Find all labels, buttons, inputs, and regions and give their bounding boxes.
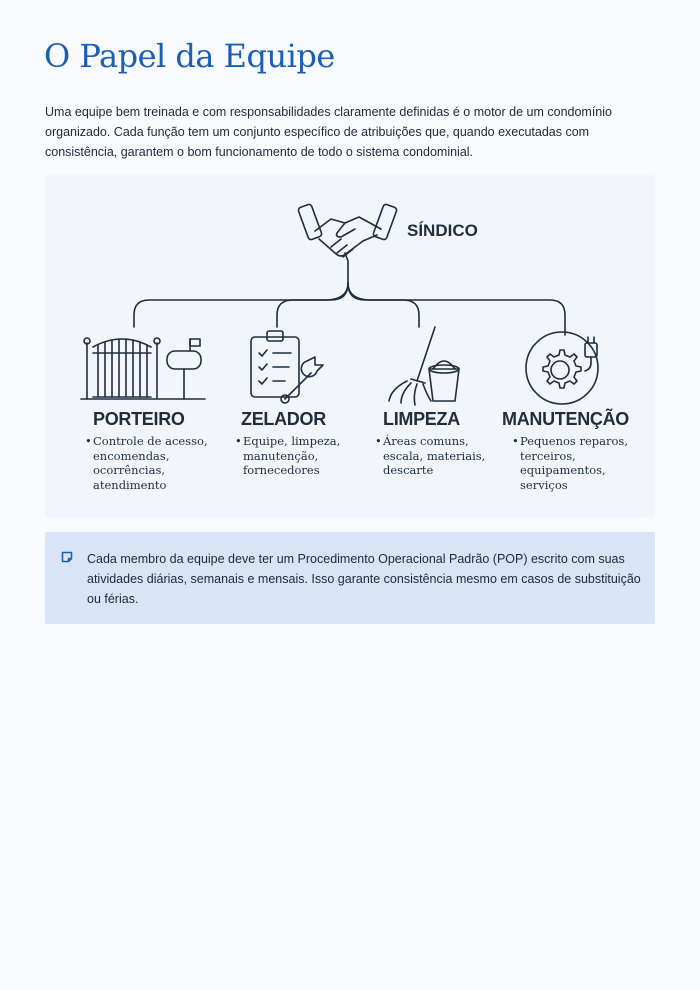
gate-mailbox-icon — [81, 338, 205, 399]
mop-bucket-icon — [389, 327, 459, 405]
team-diagram — [45, 175, 655, 517]
pop-note-callout — [45, 532, 655, 624]
handshake-icon — [298, 204, 398, 267]
role-title-limpeza: LIMPEZA — [383, 409, 460, 429]
note-text: Cada membro da equipe deve ter um Procedimento Operacional Padrão (POP) escrito com suas atividades diárias, semanais e mensais. Isso garante consistência mesmo em casos de substituição ou férias. — [87, 552, 641, 606]
org-connector-lines — [134, 267, 565, 335]
role-desc-limpeza: •Áreas comuns, escala, materiais, descarte — [375, 434, 486, 477]
role-desc-zelador: •Equipe, limpeza, manutenção, fornecedores — [235, 434, 341, 477]
intro-paragraph: Uma equipe bem treinada e com responsabilidades claramente definidas é o motor de um condomínio organizado. Cada função tem um conjunto específico de atribuições que, quando executadas com consistência, garantem o bom funcionamento de todo o sistema condominial. — [45, 105, 612, 159]
role-title-porteiro: PORTEIRO — [93, 409, 185, 429]
clipboard-wrench-icon — [251, 331, 323, 403]
role-desc-porteiro: •Controle de acesso, encomendas, ocorrências, atendimento — [85, 434, 208, 492]
role-desc-manutencao: •Pequenos reparos, terceiros, equipamentos, serviços — [512, 434, 628, 492]
note-icon — [61, 551, 73, 563]
page-title: O Papel da Equipe — [44, 37, 335, 75]
gear-plug-icon — [526, 332, 598, 404]
sindico-label: SÍNDICO — [407, 221, 478, 240]
role-title-manutencao: MANUTENÇÃO — [502, 409, 629, 429]
role-title-zelador: ZELADOR — [241, 409, 326, 429]
